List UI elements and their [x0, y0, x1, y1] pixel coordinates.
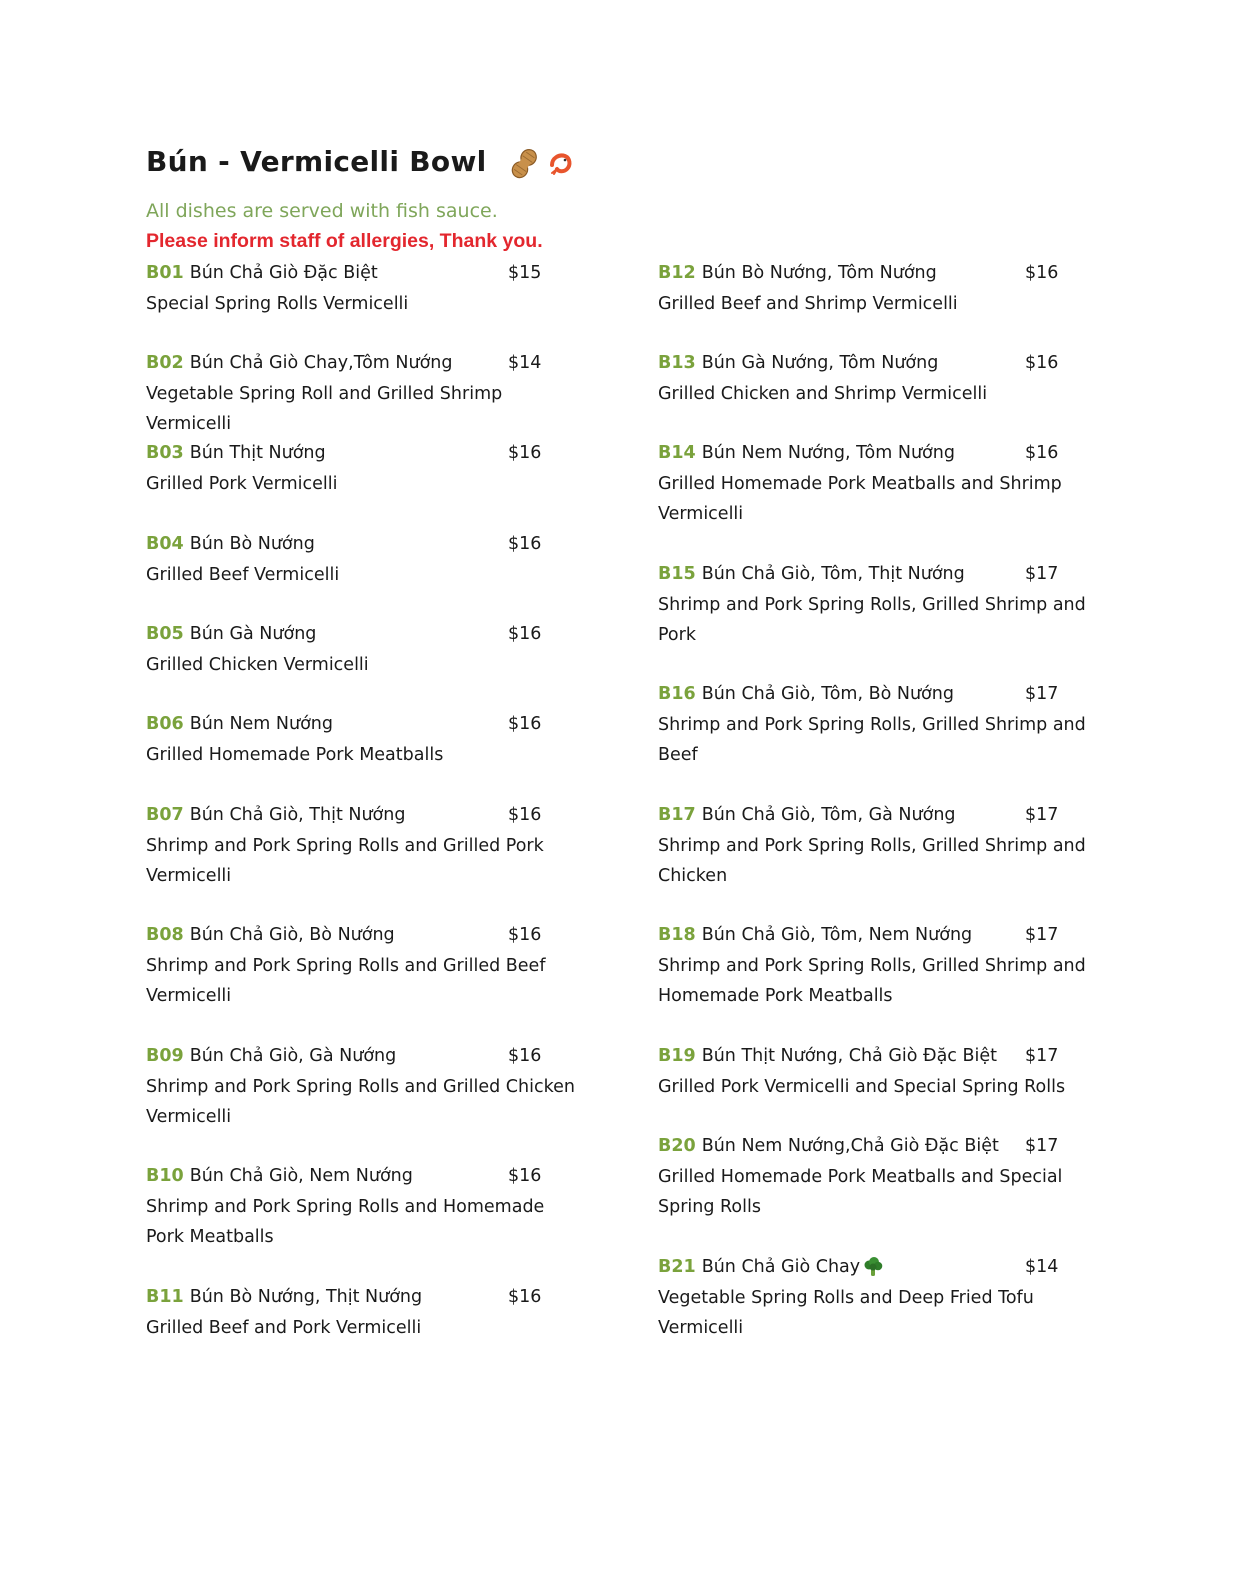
menu-item-name: Bún Gà Nướng, Tôm Nướng [701, 353, 939, 373]
menu-item-price: $14 [1025, 1257, 1059, 1277]
menu-item-name: Bún Chả Giò, Bò Nướng [189, 925, 395, 945]
menu-item-name: Bún Nem Nướng,Chả Giò Đặc Biệt [701, 1136, 999, 1156]
broccoli-icon [862, 1256, 884, 1278]
menu-item-description: Vegetable Spring Rolls and Deep Fried Tofu Vermicelli [658, 1287, 1034, 1338]
menu-item-price: $16 [1025, 353, 1059, 373]
menu-item-description: Grilled Chicken and Shrimp Vermicelli [658, 383, 988, 404]
menu-item-b05 [146, 619, 586, 680]
menu-item-b17 [658, 800, 1098, 892]
menu-item-header [146, 1041, 586, 1072]
menu-item-header [146, 258, 586, 289]
menu-item-name: Bún Bò Nướng, Tôm Nướng [701, 263, 937, 283]
menu-item-header [146, 348, 586, 379]
menu-item-price: $16 [1025, 263, 1059, 283]
menu-item-name: Bún Chả Giò Chay,Tôm Nướng [189, 353, 453, 373]
menu-item-code: B05 [146, 624, 184, 644]
menu-item-header [658, 348, 1098, 379]
menu-item-name: Bún Nem Nướng, Tôm Nướng [701, 443, 955, 463]
menu-item-b03 [146, 438, 586, 499]
served-note: All dishes are served with fish sauce. [146, 200, 498, 222]
menu-item-price: $16 [1025, 443, 1059, 463]
menu-item-header [146, 438, 586, 469]
menu-item-price: $16 [508, 624, 542, 644]
menu-item-b19 [658, 1041, 1098, 1102]
menu-item-b08 [146, 920, 586, 1012]
menu-item-b16 [658, 679, 1098, 771]
menu-item-name: Bún Gà Nướng [189, 624, 317, 644]
menu-item-description: Grilled Homemade Pork Meatballs and Special Spring Rolls [658, 1166, 1063, 1217]
menu-item-b12 [658, 258, 1098, 319]
menu-item-name: Bún Bò Nướng [189, 534, 315, 554]
allergy-note: Please inform staff of allergies, Thank you. [146, 230, 543, 252]
menu-item-code: B15 [658, 564, 696, 584]
menu-item-code: B06 [146, 714, 184, 734]
menu-item-b21 [658, 1252, 1098, 1344]
menu-item-b10 [146, 1161, 586, 1253]
menu-item-description: Grilled Pork Vermicelli [146, 473, 338, 494]
menu-item-price: $16 [508, 1046, 542, 1066]
menu-item-name: Bún Thịt Nướng [189, 443, 326, 463]
menu-item-description: Grilled Beef Vermicelli [146, 564, 340, 585]
menu-item-name: Bún Chả Giò, Tôm, Gà Nướng [701, 805, 956, 825]
menu-item-description: Grilled Chicken Vermicelli [146, 654, 369, 675]
menu-item-name: Bún Chả Giò, Gà Nướng [189, 1046, 397, 1066]
shrimp-icon [547, 151, 573, 177]
menu-item-code: B14 [658, 443, 696, 463]
menu-item-code: B19 [658, 1046, 696, 1066]
menu-item-b02 [146, 348, 586, 440]
menu-item-name: Bún Nem Nướng [189, 714, 334, 734]
menu-item-name: Bún Chả Giò Đặc Biệt [189, 263, 378, 283]
title-icons [507, 146, 573, 181]
menu-item-header [146, 920, 586, 951]
menu-item-b11 [146, 1282, 586, 1343]
menu-item-code: B01 [146, 263, 184, 283]
menu-item-header [658, 679, 1098, 710]
menu-item-description: Grilled Homemade Pork Meatballs and Shrimp Vermicelli [658, 473, 1062, 524]
menu-item-header [146, 800, 586, 831]
menu-item-code: B17 [658, 805, 696, 825]
menu-item-name: Bún Chả Giò, Thịt Nướng [189, 805, 406, 825]
menu-item-price: $17 [1025, 684, 1059, 704]
menu-item-header [658, 1041, 1098, 1072]
menu-item-header [146, 709, 586, 740]
menu-item-b13 [658, 348, 1098, 409]
menu-item-header [146, 619, 586, 650]
menu-item-price: $17 [1025, 1136, 1059, 1156]
menu-item-code: B21 [658, 1257, 696, 1277]
menu-item-code: B18 [658, 925, 696, 945]
menu-item-b15 [658, 559, 1098, 651]
menu-item-description: Shrimp and Pork Spring Rolls, Grilled Shrimp and Homemade Pork Meatballs [658, 955, 1086, 1006]
menu-item-header [658, 800, 1098, 831]
menu-item-header [146, 529, 586, 560]
menu-item-price: $17 [1025, 1046, 1059, 1066]
menu-item-header [658, 1252, 1098, 1283]
menu-item-description: Shrimp and Pork Spring Rolls, Grilled Shrimp and Beef [658, 714, 1086, 765]
menu-item-header [146, 1161, 586, 1192]
menu-item-description: Shrimp and Pork Spring Rolls, Grilled Shrimp and Pork [658, 594, 1086, 645]
menu-item-header [658, 559, 1098, 590]
title-text: Bún - Vermicelli Bowl [146, 145, 487, 178]
menu-item-description: Vegetable Spring Roll and Grilled Shrimp Vermicelli [146, 383, 503, 434]
menu-item-code: B13 [658, 353, 696, 373]
menu-item-header [658, 1131, 1098, 1162]
menu-item-code: B16 [658, 684, 696, 704]
menu-item-code: B20 [658, 1136, 696, 1156]
menu-item-code: B03 [146, 443, 184, 463]
menu-item-description: Special Spring Rolls Vermicelli [146, 293, 409, 314]
menu-item-name: Bún Chả Giò, Nem Nướng [189, 1166, 413, 1186]
menu-item-code: B02 [146, 353, 184, 373]
menu-item-name: Bún Bò Nướng, Thịt Nướng [189, 1287, 423, 1307]
menu-item-price: $15 [508, 263, 542, 283]
peanut-icon [507, 147, 541, 181]
menu-item-price: $17 [1025, 805, 1059, 825]
menu-item-b14 [658, 438, 1098, 530]
menu-item-name: Bún Chả Giò Chay [701, 1257, 861, 1277]
menu-item-description: Shrimp and Pork Spring Rolls and Homemade Pork Meatballs [146, 1196, 545, 1247]
menu-item-description: Shrimp and Pork Spring Rolls and Grilled Pork Vermicelli [146, 835, 544, 886]
menu-item-code: B12 [658, 263, 696, 283]
menu-item-code: B09 [146, 1046, 184, 1066]
menu-item-price: $14 [508, 353, 542, 373]
menu-item-name: Bún Chả Giò, Tôm, Thịt Nướng [701, 564, 965, 584]
menu-item-price: $16 [508, 1166, 542, 1186]
menu-item-b20 [658, 1131, 1098, 1223]
menu-item-price: $16 [508, 925, 542, 945]
menu-item-b01 [146, 258, 586, 319]
menu-item-price: $16 [508, 1287, 542, 1307]
menu-item-code: B04 [146, 534, 184, 554]
menu-item-b06 [146, 709, 586, 770]
menu-item-code: B08 [146, 925, 184, 945]
menu-item-description: Grilled Homemade Pork Meatballs [146, 744, 444, 765]
menu-item-description: Shrimp and Pork Spring Rolls, Grilled Shrimp and Chicken [658, 835, 1086, 886]
menu-item-description: Grilled Beef and Pork Vermicelli [146, 1317, 422, 1338]
menu-item-price: $17 [1025, 564, 1059, 584]
menu-item-name: Bún Chả Giò, Tôm, Nem Nướng [701, 925, 973, 945]
menu-item-code: B07 [146, 805, 184, 825]
menu-item-name: Bún Thịt Nướng, Chả Giò Đặc Biệt [701, 1046, 997, 1066]
menu-item-price: $16 [508, 805, 542, 825]
menu-item-header [658, 258, 1098, 289]
menu-item-header [658, 920, 1098, 951]
menu-item-price: $16 [508, 714, 542, 734]
menu-item-description: Grilled Pork Vermicelli and Special Spring Rolls [658, 1076, 1066, 1097]
menu-item-price: $16 [508, 443, 542, 463]
menu-item-b04 [146, 529, 586, 590]
menu-item-description: Grilled Beef and Shrimp Vermicelli [658, 293, 958, 314]
menu-item-code: B10 [146, 1166, 184, 1186]
menu-item-description: Shrimp and Pork Spring Rolls and Grilled Chicken Vermicelli [146, 1076, 575, 1127]
menu-item-description: Shrimp and Pork Spring Rolls and Grilled Beef Vermicelli [146, 955, 546, 1006]
menu-item-b09 [146, 1041, 586, 1133]
menu-item-code: B11 [146, 1287, 184, 1307]
menu-item-name: Bún Chả Giò, Tôm, Bò Nướng [701, 684, 954, 704]
menu-item-price: $17 [1025, 925, 1059, 945]
menu-item-b07 [146, 800, 586, 892]
menu-item-header [146, 1282, 586, 1313]
menu-item-price: $16 [508, 534, 542, 554]
menu-item-header [658, 438, 1098, 469]
menu-item-b18 [658, 920, 1098, 1012]
page-title [146, 145, 573, 181]
